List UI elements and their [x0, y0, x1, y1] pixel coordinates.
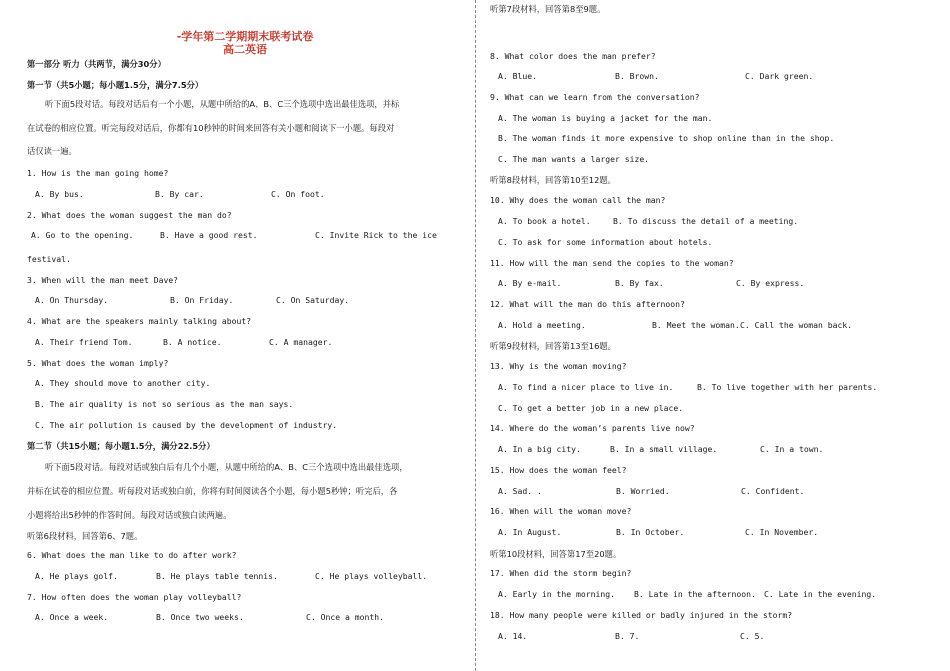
part1-heading: 第一部分 听力（共两节，满分30分）	[27, 59, 166, 69]
option-a: A. By e-mail.	[498, 278, 562, 288]
q17-options	[498, 589, 876, 599]
question-1: 1. How is the man going home?	[27, 168, 169, 178]
option-c: C. Invite Rick to the ice	[315, 230, 437, 240]
question-13: 13. Why is the woman moving?	[490, 361, 627, 371]
material-8-note: 听第8段材料，回答第10至12题。	[490, 175, 616, 185]
option-b: B. 7.	[615, 631, 640, 641]
question-16: 16. When will the woman move?	[490, 506, 632, 516]
option-a: A. To book a hotel.	[498, 216, 591, 226]
option-b: B. The woman finds it more expensive to shop online than in the shop.	[498, 133, 835, 143]
question-12: 12. What will the man do this afternoon?	[490, 299, 685, 309]
option-c: C. To ask for some information about hotels.	[498, 237, 713, 247]
option-a: A. Once a week.	[35, 612, 109, 622]
exam-title: -学年第二学期期末联考试卷	[176, 30, 314, 43]
option-a: A. In a big city.	[498, 444, 581, 454]
option-c: C. In a town.	[760, 444, 824, 454]
option-c: C. Dark green.	[745, 71, 814, 81]
option-c: C. The air pollution is caused by the development of industry.	[35, 420, 338, 430]
option-c: C. Late in the evening.	[764, 589, 877, 599]
option-b: B. Brown.	[615, 71, 659, 81]
q2-option-c-cont: festival.	[27, 254, 71, 264]
option-a: A. On Thursday.	[35, 295, 109, 305]
question-3: 3. When will the man meet Dave?	[27, 275, 179, 285]
option-c: C. Call the woman back.	[740, 320, 853, 330]
option-b: B. Once two weeks.	[156, 612, 244, 622]
option-b: B. In October.	[616, 527, 685, 537]
option-b: B. Late in the afternoon.	[634, 589, 756, 599]
option-b: B. To live together with her parents.	[697, 382, 878, 392]
option-c: C. On foot.	[271, 189, 325, 199]
option-c: C. The man wants a larger size.	[498, 154, 650, 164]
question-9: 9. What can we learn from the conversation?	[490, 92, 700, 102]
q15-options	[498, 486, 804, 496]
question-8: 8. What color does the man prefer?	[490, 51, 656, 61]
q13-options	[498, 382, 877, 392]
question-4: 4. What are the speakers mainly talking about?	[27, 316, 252, 326]
option-c: C. To get a better job in a new place.	[498, 403, 684, 413]
option-b: B. Have a good rest.	[160, 230, 258, 240]
question-2: 2. What does the woman suggest the man do?	[27, 210, 232, 220]
question-10: 10. Why does the woman call the man?	[490, 195, 666, 205]
option-a: A. Blue.	[498, 71, 537, 81]
q18-options	[498, 631, 764, 641]
option-a: A. Sad. .	[498, 486, 542, 496]
option-a: A. He plays golf.	[35, 571, 118, 581]
option-c: C. On Saturday.	[276, 295, 350, 305]
question-14: 14. Where do the woman’s parents live now?	[490, 423, 695, 433]
option-b: B. The air quality is not so serious as the man says.	[35, 399, 294, 409]
option-a: A. The woman is buying a jacket for the man.	[498, 113, 713, 123]
q3-options	[35, 295, 349, 305]
question-18: 18. How many people were killed or badly injured in the storm?	[490, 610, 793, 620]
q4-options	[35, 337, 332, 347]
instruction-line: 小题将给出5秒钟的作答时间。每段对话或独白读两遍。	[27, 510, 232, 520]
option-b: B. To discuss the detail of a meeting.	[613, 216, 799, 226]
option-b: B. By car.	[155, 189, 204, 199]
q11-options	[498, 278, 804, 288]
option-a: A. Go to the opening.	[31, 230, 134, 240]
material-9-note: 听第9段材料，回答第13至16题。	[490, 341, 616, 351]
option-b: B. He plays table tennis.	[156, 571, 278, 581]
question-15: 15. How does the woman feel?	[490, 465, 627, 475]
column-divider	[475, 0, 476, 671]
option-a: A. They should move to another city.	[35, 378, 211, 388]
option-b: B. In a small village.	[610, 444, 718, 454]
option-b: B. Worried.	[616, 486, 670, 496]
section1-heading: 第一节（共5小题；每小题1.5分，满分7.5分）	[27, 80, 204, 90]
option-c: C. Once a month.	[306, 612, 384, 622]
option-b: B. On Friday.	[170, 295, 234, 305]
q6-options	[35, 571, 427, 581]
q7-options	[35, 612, 384, 622]
q8-options	[498, 71, 813, 81]
question-17: 17. When did the storm begin?	[490, 568, 632, 578]
q16-options	[498, 527, 818, 537]
q2-options	[31, 230, 437, 240]
option-c: C. A manager.	[269, 337, 333, 347]
q12-options	[498, 320, 852, 330]
option-a: A. Hold a meeting.	[498, 320, 586, 330]
material-7-note: 听第7段材料，回答第8至9题。	[490, 4, 606, 14]
instruction-line: 听下面5段对话。每段对话或独白后有几个小题，从题中所给的A、B、C三个选项中选出最佳选项，	[45, 462, 408, 472]
option-a: A. 14.	[498, 631, 528, 641]
option-c: C. He plays volleyball.	[315, 571, 428, 581]
option-a: A. By bus.	[35, 189, 84, 199]
section2-heading: 第二节（共15小题；每小题1.5分，满分22.5分）	[27, 441, 215, 451]
material-6-note: 听第6段材料，回答第6、7题。	[27, 531, 143, 541]
option-a: A. Their friend Tom.	[35, 337, 133, 347]
option-b: B. A notice.	[163, 337, 222, 347]
question-6: 6. What does the man like to do after work?	[27, 550, 237, 560]
q10-options	[498, 216, 798, 226]
option-a: A. In August.	[498, 527, 562, 537]
question-5: 5. What does the woman imply?	[27, 358, 169, 368]
option-c: C. In November.	[745, 527, 819, 537]
option-a: A. Early in the morning.	[498, 589, 615, 599]
option-a: A. To find a nicer place to live in.	[498, 382, 674, 392]
q14-options	[498, 444, 823, 454]
question-7: 7. How often does the woman play volleyball?	[27, 592, 242, 602]
option-c: C. Confident.	[741, 486, 805, 496]
option-c: C. By express.	[736, 278, 805, 288]
instruction-line: 听下面5段对话。每段对话后有一个小题，从题中所给的A、B、C三个选项中选出最佳选项，并标	[45, 99, 400, 109]
question-11: 11. How will the man send the copies to the woman?	[490, 258, 734, 268]
instruction-line: 话仅读一遍。	[27, 146, 77, 156]
exam-subtitle: 高二英语	[223, 43, 267, 56]
option-c: C. 5.	[740, 631, 765, 641]
option-b: B. By fax.	[615, 278, 664, 288]
option-b: B. Meet the woman.	[652, 320, 740, 330]
instruction-line: 并标在试卷的相应位置。听每段对话或独白前，你将有时间阅读各个小题，每小题5秒钟；听完后，各	[27, 486, 398, 496]
q1-options	[35, 189, 325, 199]
material-10-note: 听第10段材料，回答第17至20题。	[490, 549, 622, 559]
instruction-line: 在试卷的相应位置。听完每段对话后，你都有10秒钟的时间来回答有关小题和阅读下一小题。每段对	[27, 123, 395, 133]
